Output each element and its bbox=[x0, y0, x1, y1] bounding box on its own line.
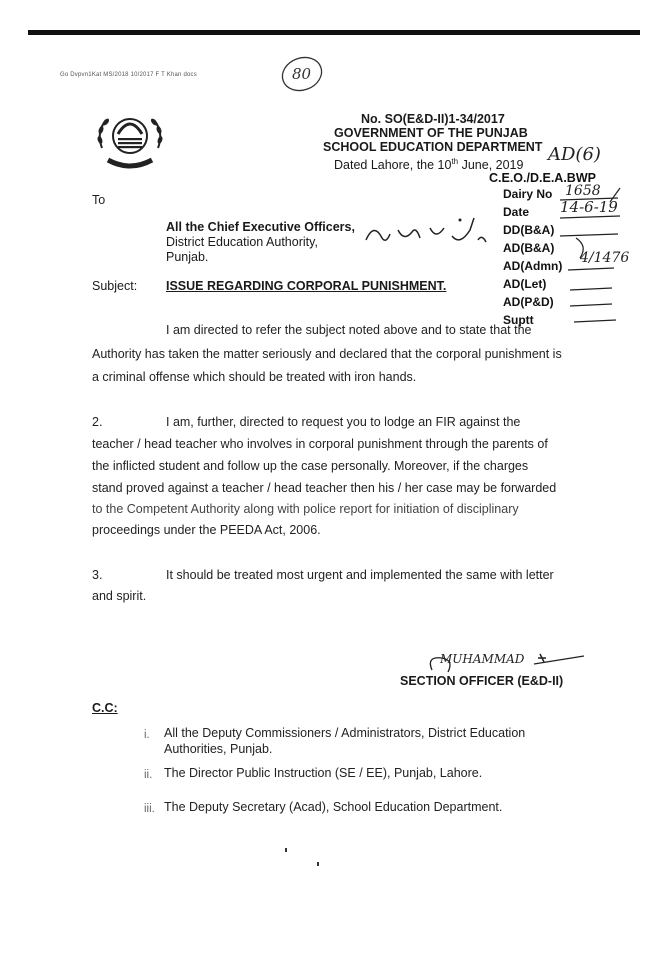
stamp-admn-note: 4/1476 bbox=[580, 250, 630, 266]
punjab-government-logo bbox=[92, 110, 168, 172]
letter-number: No. SO(E&D-II)1-34/2017 bbox=[361, 112, 505, 126]
stamp-row-ad-pd: AD(P&D) bbox=[503, 295, 554, 309]
scan-speck bbox=[317, 862, 319, 866]
stamp-date-label: Date bbox=[503, 205, 530, 219]
signatory-title: SECTION OFFICER (E&D-II) bbox=[400, 674, 564, 688]
para1-line2: Authority has taken the matter seriously and declared that the corporal punishment is bbox=[92, 347, 562, 361]
para2-line1: I am, further, directed to request you to lodge an FIR against the bbox=[166, 415, 521, 429]
page-number-text: 80 bbox=[292, 65, 312, 83]
stamp-office: C.E.O./D.E.A.BWP bbox=[489, 171, 596, 185]
stamp-row-ad-admn: AD(Admn) bbox=[503, 259, 563, 273]
recipient-line-3: Punjab. bbox=[166, 250, 209, 264]
cc-item-3-line1: The Deputy Secretary (Acad), School Education Department. bbox=[164, 800, 503, 814]
stamp-handwritten-ad: AD(6) bbox=[548, 144, 601, 165]
para2-line4: stand proved against a teacher / head teacher then his / her case may be forwarded bbox=[92, 481, 557, 495]
to-label: To bbox=[92, 193, 106, 207]
government-title: GOVERNMENT OF THE PUNJAB bbox=[334, 126, 528, 140]
cc-item-2-number: ii. bbox=[144, 769, 153, 781]
date-prefix: Dated Lahore, the 10 bbox=[334, 158, 452, 173]
para2-number: 2. bbox=[92, 415, 103, 429]
cc-item-2-line1: The Director Public Instruction (SE / EE), Punjab, Lahore. bbox=[164, 766, 483, 780]
cc-item-1-number: i. bbox=[144, 729, 150, 741]
scan-speck bbox=[285, 848, 287, 852]
stamp-handwritten-lines bbox=[548, 180, 628, 330]
stamp-date-value: 14-6-19 bbox=[560, 198, 618, 216]
recipient-line-1: All the Chief Executive Officers, bbox=[166, 220, 355, 234]
stamp-row-dd-ba: DD(B&A) bbox=[503, 223, 555, 237]
para2-line2: teacher / head teacher who involves in corporal punishment through the parents of bbox=[92, 437, 548, 451]
cc-item-1-line2: Authorities, Punjab. bbox=[164, 742, 273, 756]
department-title: SCHOOL EDUCATION DEPARTMENT bbox=[323, 140, 543, 154]
para2-line3: the inflicted student and follow up the case personally. Moreover, if the charges bbox=[92, 459, 529, 473]
header-fine-print: Go Dvpvn1Kat MS/2018 10/2017 F T Khan docs bbox=[60, 72, 197, 78]
stamp-row-ad-ba: AD(B&A) bbox=[503, 241, 555, 255]
stamp-row-suptt: Suptt bbox=[503, 313, 534, 327]
subject-label: Subject: bbox=[92, 279, 138, 293]
top-border-bar bbox=[28, 30, 640, 35]
stamp-diary-value: 1658 bbox=[565, 183, 601, 199]
date-suffix: June, 2019 bbox=[458, 158, 524, 173]
para2-line6: proceedings under the PEEDA Act, 2006. bbox=[92, 523, 321, 537]
recipient-line-2: District Education Authority, bbox=[166, 235, 318, 249]
para2-line5: to the Competent Authority along with police report for initiation of disciplinary bbox=[92, 502, 519, 516]
para3-number: 3. bbox=[92, 568, 103, 582]
subject-title: ISSUE REGARDING CORPORAL PUNISHMENT. bbox=[166, 279, 447, 293]
para1-line1: I am directed to refer the subject noted above and to state that the bbox=[166, 323, 532, 337]
date-superscript: th bbox=[451, 157, 459, 166]
cc-item-1-line1: All the Deputy Commissioners / Administrators, District Education bbox=[164, 726, 526, 740]
stamp-diary-label: Dairy No bbox=[503, 187, 553, 201]
handwritten-page-number bbox=[278, 50, 334, 96]
para1-line3: a criminal offense which should be treated with iron hands. bbox=[92, 370, 417, 384]
cc-item-3-number: iii. bbox=[144, 803, 155, 815]
para3-line2: and spirit. bbox=[92, 589, 147, 603]
signature-handwritten: MUHAMMAD bbox=[440, 652, 525, 666]
para3-line1: It should be treated most urgent and implemented the same with letter bbox=[166, 568, 554, 582]
cc-label: C.C: bbox=[92, 701, 118, 715]
handwritten-marginal-note bbox=[360, 210, 490, 252]
stamp-row-ad-let: AD(Let) bbox=[503, 277, 547, 291]
